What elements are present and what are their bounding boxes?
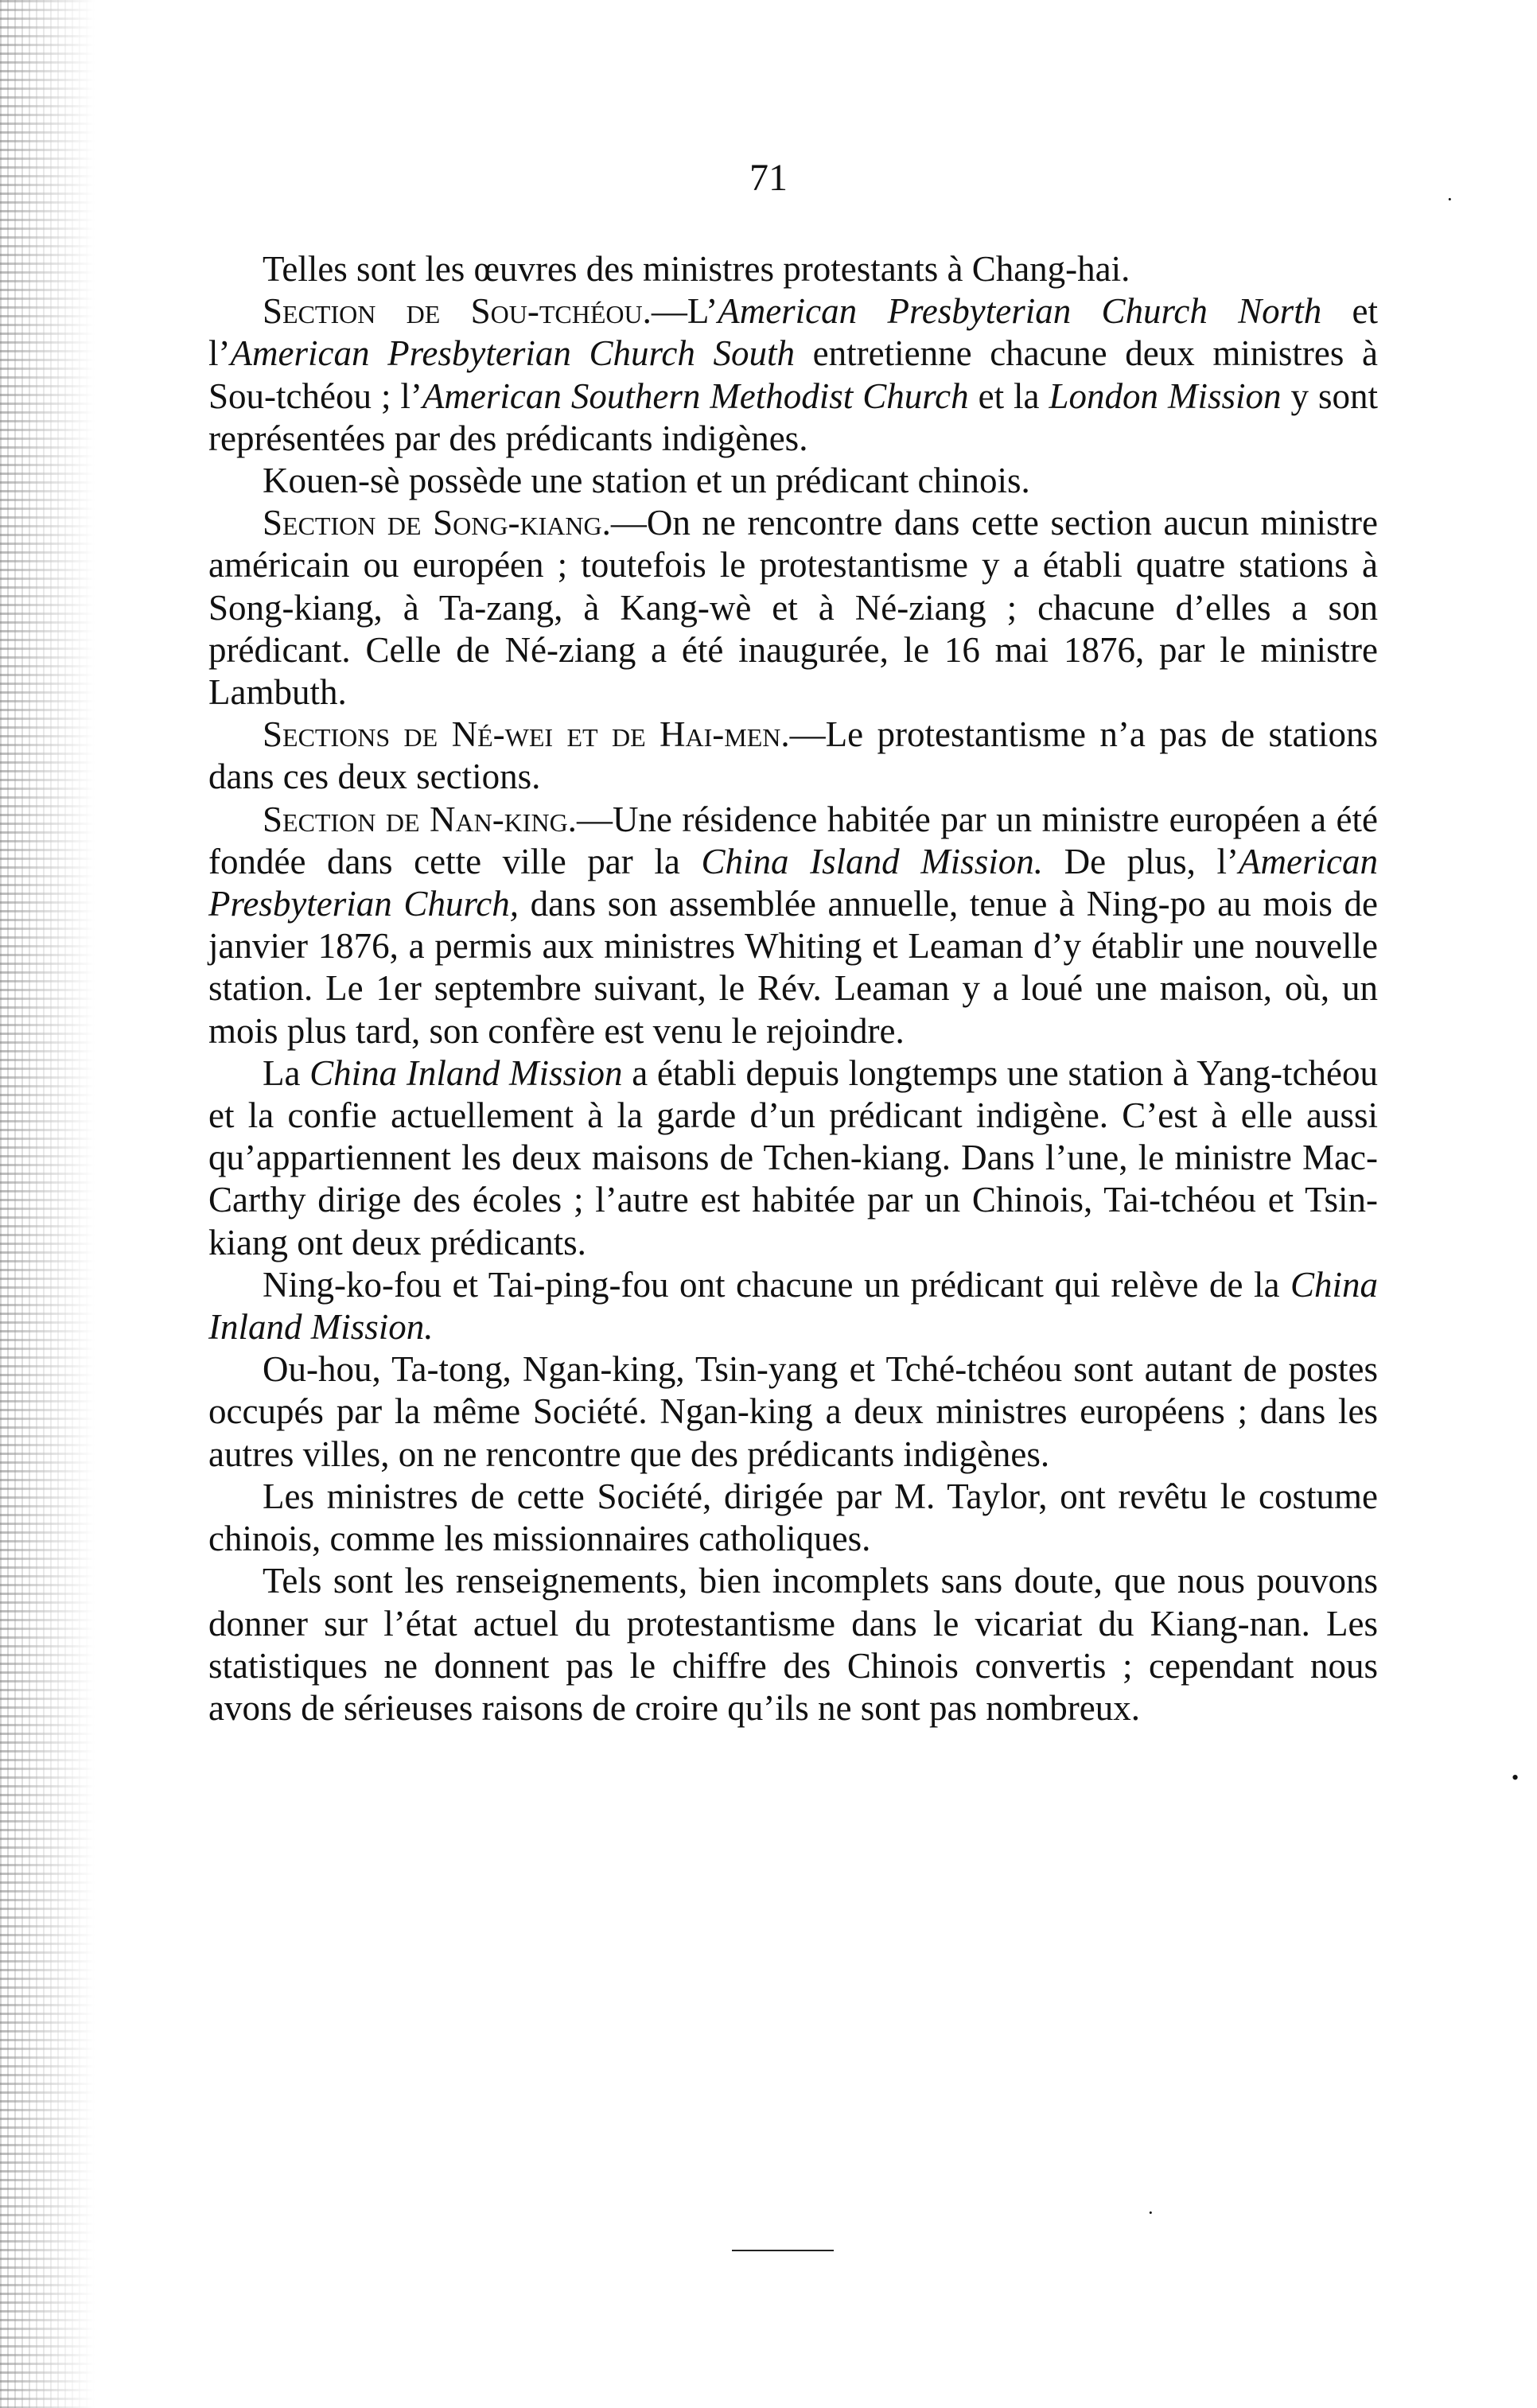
print-speck: · (1446, 188, 1453, 211)
paragraph (208, 1264, 1378, 1348)
text-run: De plus, l’ (1042, 841, 1239, 881)
section-heading: Section de Sou-tchéou. (263, 291, 652, 332)
text-run: et la (968, 375, 1049, 416)
paragraph (208, 799, 1378, 1052)
italic-text: American Presbyterian Church, (208, 841, 1378, 924)
text-run: La (263, 1052, 310, 1093)
page-number: 71 (749, 157, 788, 199)
italic-text: American Presbyterian Church North (718, 291, 1322, 332)
paragraph (208, 248, 1378, 290)
paragraph (208, 1560, 1378, 1729)
body-text (208, 248, 1378, 1729)
paragraph (208, 1476, 1378, 1560)
page-binding-edge (0, 0, 95, 2408)
text-run: —Une résidence habitée par un ministre européen a été fondée dans cette ville par la (208, 799, 1378, 881)
italic-text: American Southern Methodist Church (422, 375, 969, 416)
text-run: Les ministres de cette Société, dirigée par M. Taylor, ont revêtu le costume chinois, comme les missionnaires catholiques. (208, 1476, 1378, 1559)
section-heading: Sections de Né-wei et de Hai-men. (263, 714, 790, 755)
paragraph (208, 290, 1378, 460)
text-run: Kouen-sè possède une station et un prédicant chinois. (263, 461, 1030, 501)
text-run: —L’ (651, 291, 718, 332)
paragraph (208, 1052, 1378, 1264)
italic-text: China Island Mission. (701, 841, 1043, 881)
paragraph (208, 1348, 1378, 1476)
paragraph (208, 460, 1378, 502)
print-speck: · (1147, 2201, 1154, 2224)
end-rule (732, 2250, 834, 2251)
text-run: y sont représentées par des prédicants indigènes. (208, 375, 1379, 458)
text-run: —Le protestantisme n’a pas de stations dans ces deux sections. (208, 714, 1379, 797)
text-run: dans son assemblée annuelle, tenue à Ning-po au mois de janvier 1876, a permis aux ministres Whiting et Leaman d’y établir une nouvelle station. Le 1er septembre suivant, le Rév. Leaman y a loué une maison, où, un mois plus tard, son confère est venu le rejoindre. (208, 884, 1378, 1051)
italic-text: China Inland Mission. (208, 1264, 1378, 1348)
section-heading: Section de Song-kiang. (263, 503, 611, 543)
italic-text: London Mission (1049, 375, 1282, 416)
text-run: —On ne rencontre dans cette section aucun ministre américain ou européen ; toutefois le protestantisme y a établi quatre stations à Song-kiang, à Ta-zang, à Kang-wè et à Né-ziang ; chacune d’elles a son prédicant. Celle de Né-ziang a été inaugurée, le 16 mai 1876, par le ministre Lambuth. (208, 503, 1378, 713)
text-run: entretienne chacune deux ministres à Sou-tchéou ; l’ (208, 333, 1378, 416)
print-speck: • (1512, 1766, 1519, 1789)
italic-text: China Inland Mission (309, 1052, 623, 1093)
paragraph (208, 714, 1378, 798)
italic-text: American Presbyterian Church South (230, 333, 796, 374)
text-run: Tels sont les renseignements, bien incomplets sans doute, que nous pouvons donner sur l’état actuel du protestantisme dans le vicariat du Kiang-nan. Les statistiques ne donnent pas le chiffre des Chinois convertis ; cependant nous avons de sérieuses raisons de croire qu’ils ne sont pas nombreux. (208, 1561, 1378, 1728)
text-run: a établi depuis longtemps une station à Yang-tchéou et la confie actuellement à la garde d’un prédicant indigène. C’est à elle aussi qu’appartiennent les deux maisons de Tchen-kiang. Dans l’une, le ministre Mac-Carthy dirige des écoles ; l’autre est habitée par un Chinois, Tai-tchéou et Tsin-kiang ont deux prédicants. (208, 1052, 1378, 1262)
text-run: et l’ (208, 291, 1378, 374)
text-run: Ou-hou, Ta-tong, Ngan-king, Tsin-yang et Tché-tchéou sont autant de postes occupés par la même Société. Ngan-king a deux ministres européens ; dans les autres villes, on ne rencontre que des prédicants indigènes. (208, 1349, 1378, 1474)
text-run: Ning-ko-fou et Tai-ping-fou ont chacune un prédicant qui relève de la (263, 1264, 1290, 1305)
text-run: Telles sont les œuvres des ministres protestants à Chang-hai. (263, 249, 1130, 289)
paragraph (208, 502, 1378, 714)
section-heading: Section de Nan-king. (263, 799, 577, 839)
